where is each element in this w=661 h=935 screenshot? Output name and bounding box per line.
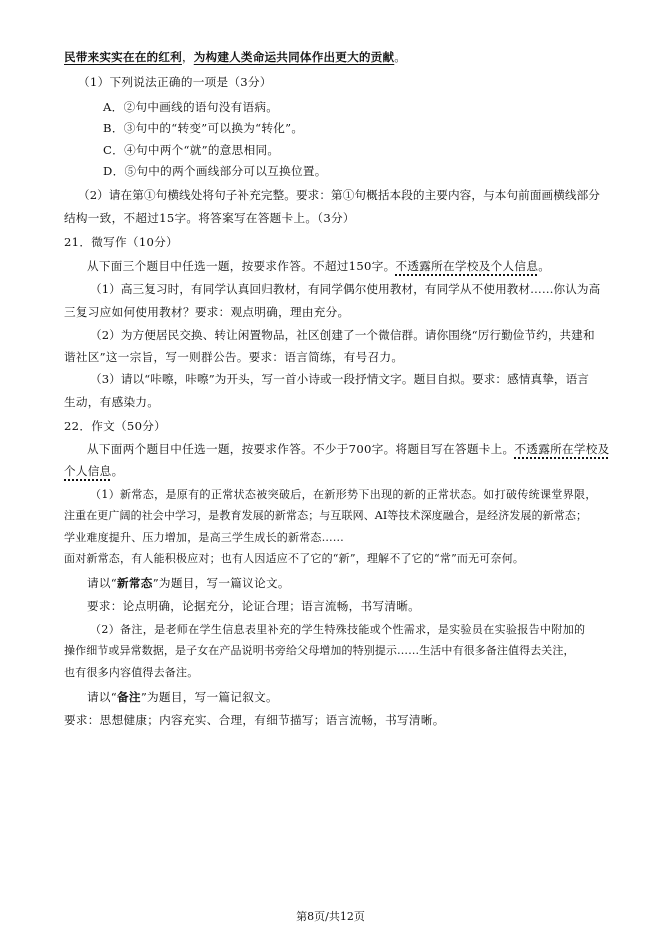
- period: 。: [394, 50, 407, 64]
- option-d: D．⑤句中的两个画线部分可以互换位置。: [103, 164, 327, 178]
- prompt-text: 请以“: [87, 576, 118, 590]
- q21-title: 21．微写作（10分）: [64, 235, 178, 249]
- q20-sub2: （2）请在第①句横线处将句子补充完整。要求：第①句概括本段的主要内容，与本句前面画横线部分: [78, 188, 601, 202]
- q21-p3: （3）请以“咔嚓，咔嚓”为开头，写一首小诗或一段抒情文字。题目自拟。要求：感情真挚，语言: [90, 372, 589, 386]
- passage-tail: [64, 49, 406, 65]
- period: 。: [538, 259, 551, 273]
- t1-material: 面对新常态，有人能积极应对；也有人因适应不了它的“新”，理解不了它的“常”而无可奈何。: [64, 552, 525, 565]
- t2-material: （2）备注，是老师在学生信息表里补充的学生特殊技能或个性需求，是实验员在实验报告中附加的: [90, 623, 586, 636]
- option-a: A．②句中画线的语句没有语病。: [103, 100, 279, 114]
- topic-title: 备注: [117, 690, 141, 704]
- t2-requirement: 要求：思想健康；内容充实、合理，有细节描写；语言流畅，书写清晰。: [64, 713, 445, 727]
- q22-intro-text: 从下面两个题目中任选一题，按要求作答。不少于700字。将题目写在答题卡上。: [87, 442, 515, 456]
- topic-title: 新常态: [117, 576, 153, 590]
- t1-requirement: 要求：论点明确，论据充分，论证合理；语言流畅，书写清晰。: [87, 599, 421, 613]
- emphasis-dotted: 不透露所在学校及: [514, 442, 610, 456]
- t1-material: 注重在更广阔的社会中学习，是教育发展的新常态；与互联网、AI等技术深度融合，是经济发展的新常态；: [64, 509, 588, 522]
- page-footer: 第8页/共12页: [296, 910, 365, 923]
- comma: ，: [181, 50, 194, 64]
- q21-p1: （1）高三复习时，有同学认真回归教材，有同学偶尔使用教材，有同学从不使用教材……你认为高: [90, 282, 601, 296]
- underlined-text: 民带来实实在在的红利: [64, 50, 182, 64]
- underlined-text: 为构建人类命运共同体作出更大的贡献: [193, 50, 395, 64]
- t1-material: （1）新常态，是原有的正常状态被突破后，在新形势下出现的新的正常状态。如打破传统课堂界限，: [90, 488, 597, 501]
- t2-material: 也有很多内容值得去备注。: [64, 666, 199, 679]
- q21-intro: [87, 258, 550, 274]
- q21-p2: （2）为方便居民交换、转让闲置物品，社区创建了一个微信群。请你围绕“厉行勤俭节约，共建和: [90, 328, 595, 342]
- q21-p1-cont: 三复习应如何使用教材？要求：观点明确，理由充分。: [64, 305, 350, 319]
- t2-material: 操作细节或异常数据，是子女在产品说明书旁给父母增加的特别提示……生活中有很多备注值得去关注，: [64, 644, 575, 657]
- emphasis-dotted: 不透露所在学校及个人信息: [395, 259, 539, 273]
- q22-intro: [87, 441, 610, 457]
- prompt-text: ”为题目，写一篇记叙文。: [140, 690, 278, 704]
- q21-intro-text: 从下面三个题目中任选一题，按要求作答。不超过150字。: [87, 259, 396, 273]
- q21-p2-cont: 谐社区”这一宗旨，写一则群公告。要求：语言简练，有号召力。: [64, 350, 404, 364]
- t2-prompt: [87, 689, 278, 705]
- option-b: B．③句中的“转变”可以换为“转化”。: [103, 121, 304, 135]
- option-c: C．④句中两个“就”的意思相同。: [103, 143, 280, 157]
- t1-material: 学业难度提升、压力增加，是高三学生成长的新常态……: [64, 531, 344, 544]
- prompt-text: ”为题目，写一篇议论文。: [152, 576, 290, 590]
- q21-p3-cont: 生动，有感染力。: [64, 395, 160, 409]
- t1-prompt: [87, 575, 290, 591]
- q20-sub1: （1）下列说法正确的一项是（3分）: [78, 75, 272, 89]
- q22-title: 22．作文（50分）: [64, 419, 167, 433]
- q20-sub2-cont: 结构一致，不超过15字。将答案写在答题卡上。（3分）: [64, 211, 355, 225]
- prompt-text: 请以“: [87, 690, 118, 704]
- emphasis-dotted: 个人信息: [64, 464, 112, 478]
- q22-intro-cont: [64, 463, 123, 479]
- period: 。: [111, 464, 124, 478]
